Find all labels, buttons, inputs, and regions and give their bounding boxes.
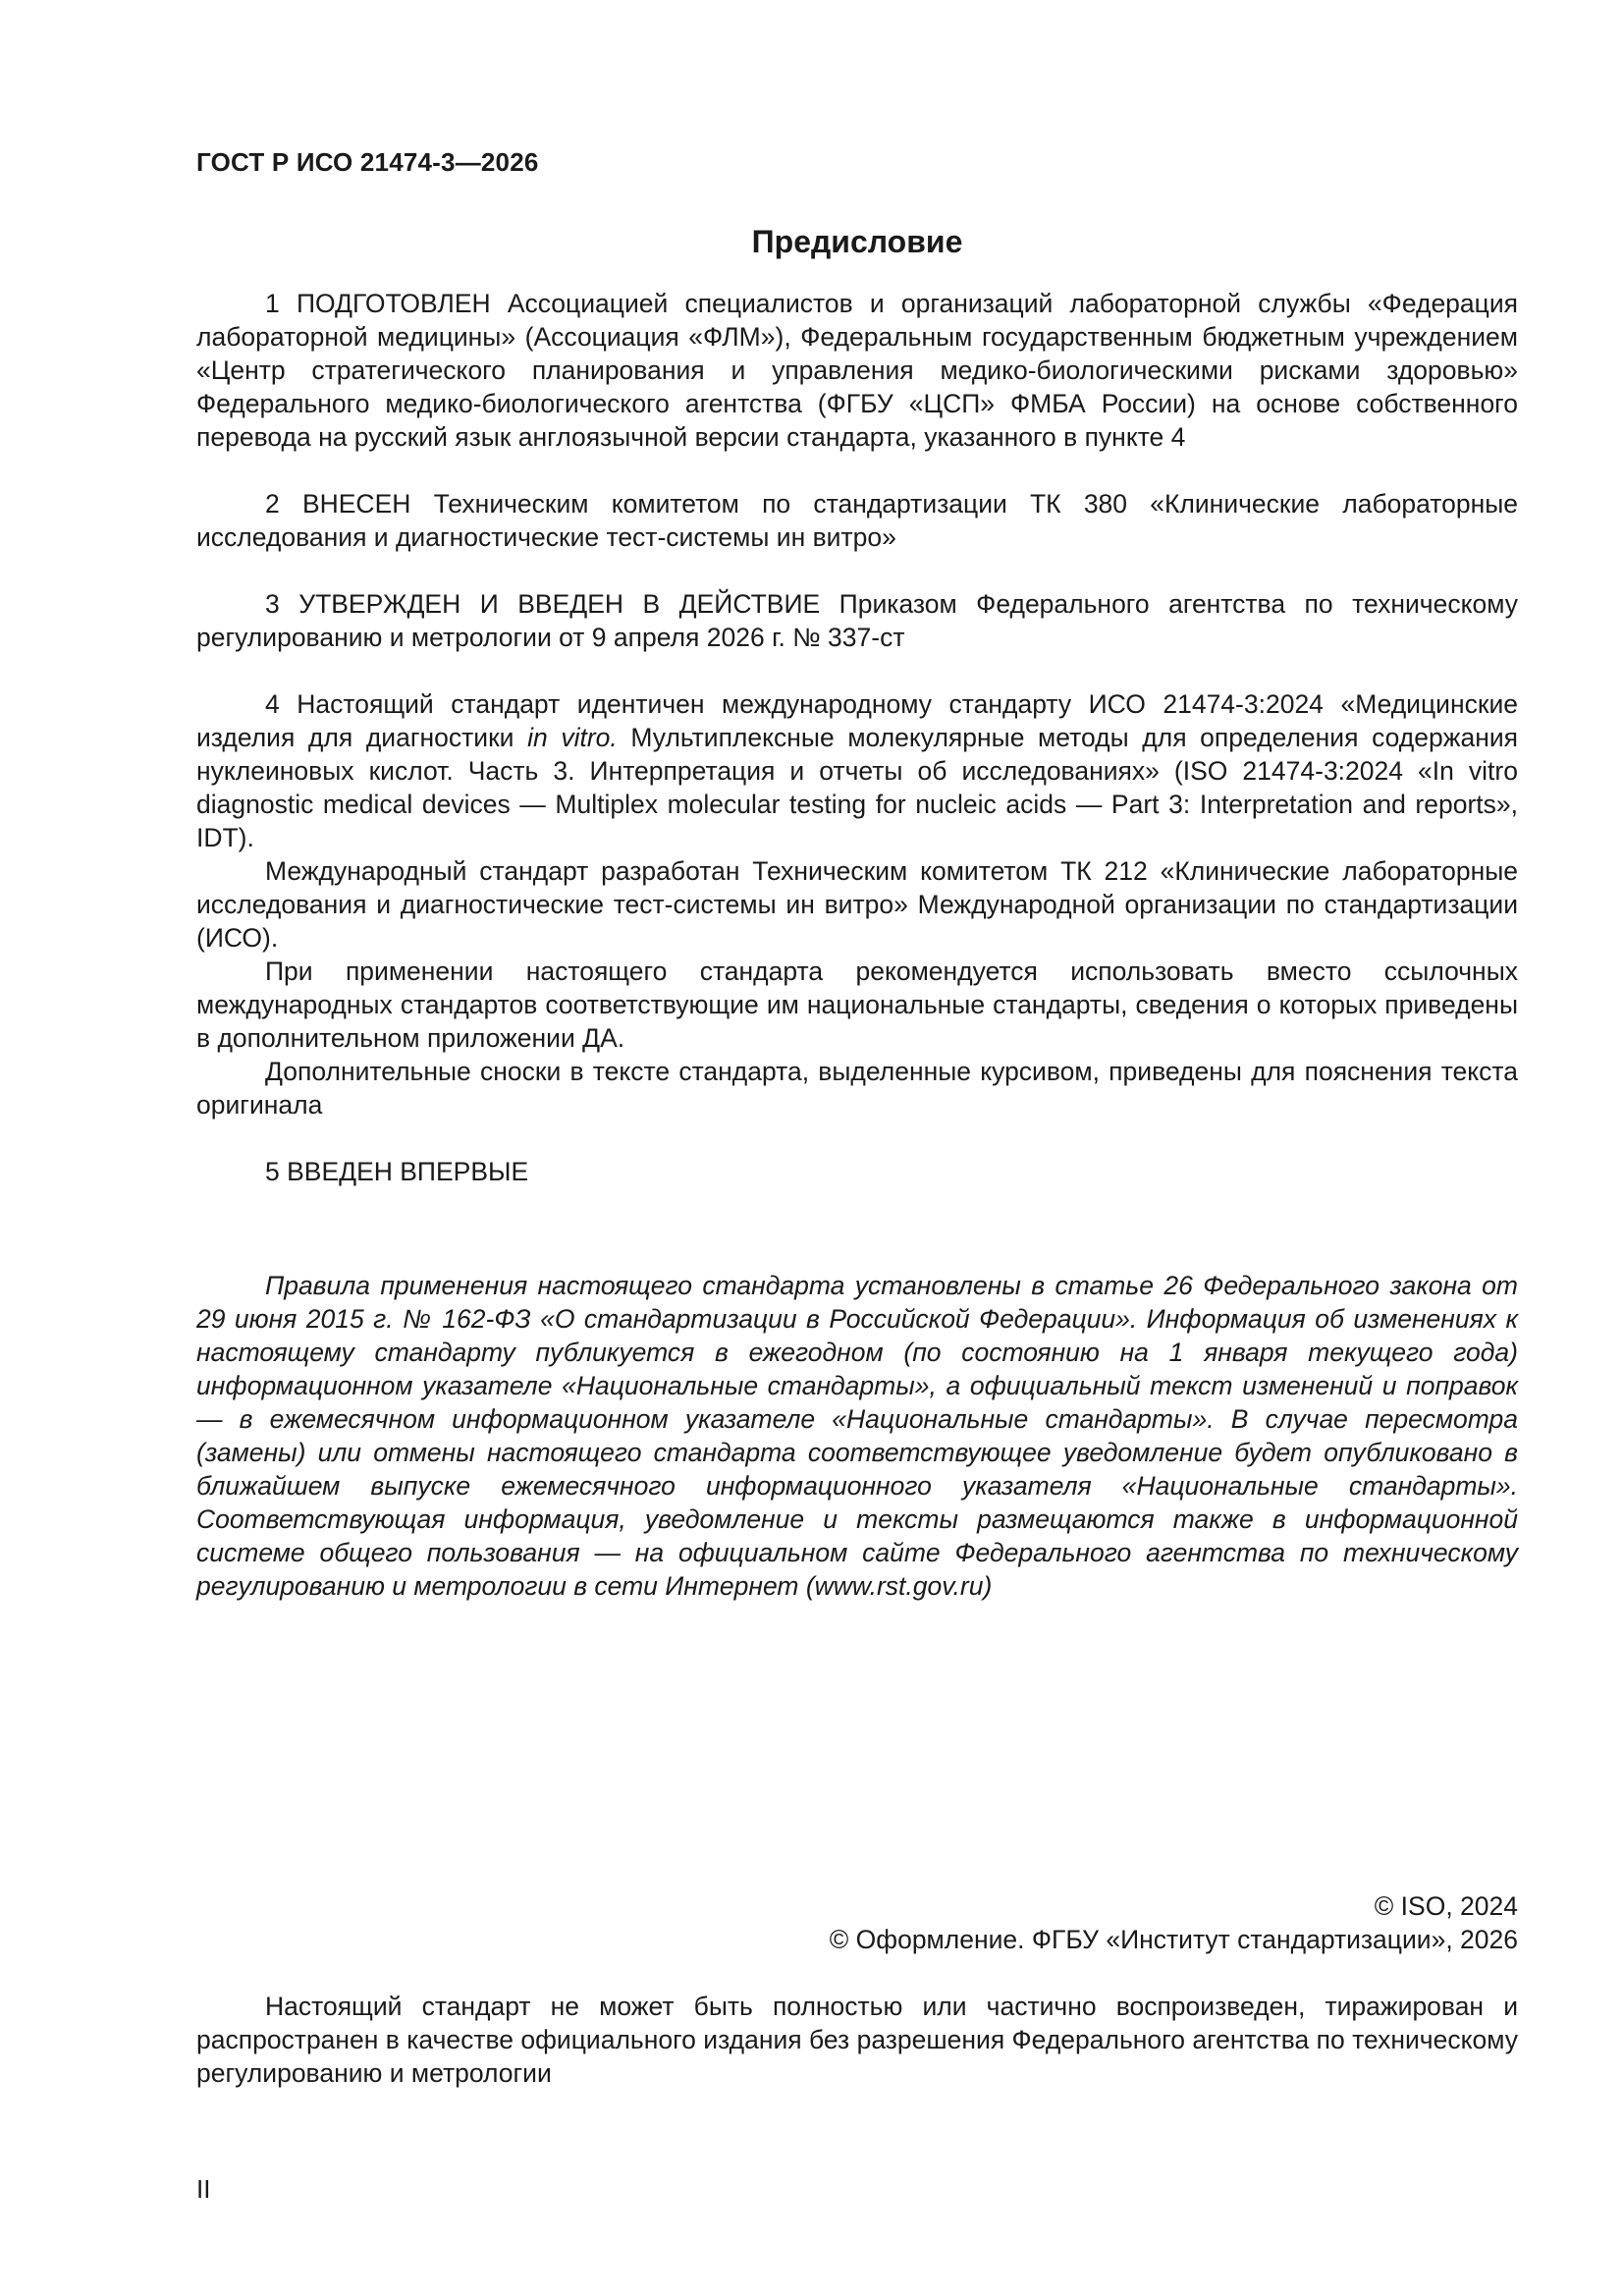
foreword-item-2: 2 ВНЕСЕН Техническим комитетом по стандартизации ТК 380 «Клинические лабораторные исследования и диагностические тест-системы ин витро» — [196, 489, 1518, 552]
foreword-item-5: 5 ВВЕДЕН ВПЕРВЫЕ — [265, 1157, 529, 1186]
copyright-iso: © ISO, 2024 — [1374, 1891, 1518, 1921]
document-page — [196, 0, 1518, 2296]
standard-code: ГОСТ Р ИСО 21474-3—2026 — [196, 147, 539, 177]
reproduction-notice: Настоящий стандарт не может быть полностью или частично воспроизведен, тиражирован и распространен в качестве официального издания без разрешения Федерального агентства по техническому регулированию и метрологии — [196, 1992, 1518, 2088]
item4-text-part1: 4 Настоящий стандарт идентичен международному стандарту ИСО 21474-3:2024 «Медицинские изделия для диагностики — [196, 689, 1518, 752]
foreword-item-3: 3 УТВЕРЖДЕН И ВВЕДЕН В ДЕЙСТВИЕ Приказом Федерального агентства по техническому регулированию и метрологии от 9 апреля 2026 г. № 337-ст — [196, 589, 1518, 652]
page-number: II — [196, 2174, 211, 2204]
rules-notice: Правила применения настоящего стандарта установлены в статье 26 Федерального закона от 29 июня 2015 г. № 162-ФЗ «О стандартизации в Российской Федерации». Информация об изменениях к настоящему стандарту публикуется в ежегодном (по состоянию на 1 января текущего года) информационном указателе «Национальные стандарты», а официальный текст изменений и поправок — в ежемесячном информационном указателе «Национальные стандарты». В случае пересмотра (замены) или отмены настоящего стандарта соответствующее уведомление будет опубликовано в ближайшем выпуске ежемесячного информационного указателя «Национальные стандарты». Соответствующая информация, уведомление и тексты размещаются также в информационной системе общего пользования — на официальном сайте Федерального агентства по техническому регулированию и метрологии в сети Интернет (www.rst.gov.ru) — [196, 1271, 1518, 1601]
foreword-item-4 — [196, 687, 1518, 854]
foreword-item-4-developer: Международный стандарт разработан Техническим комитетом ТК 212 «Клинические лабораторные исследования и диагностические тест-системы ин витро» Международной организации по стандартизации (ИСО). — [196, 856, 1518, 953]
item4-text-part2: Мультиплексные молекулярные методы для определения содержания нуклеиновых кислот. Часть 3. Интерпретация и отчеты об исследованиях» (ISO 21474-3:2024 «In vitro diagnostic medical devices — Multiplex molecular testing for nucleic acids — Part 3: Interpretation and reports», IDT). — [196, 723, 1518, 852]
foreword-item-1: 1 ПОДГОТОВЛЕН Ассоциацией специалистов и организаций лабораторной службы «Федерация лабораторной медицины» (Ассоциация «ФЛМ»), Федеральным государственным бюджетным учреждением «Центр стратегического планирования и управления медико-биологическими рисками здоровью» Федерального медико-биологического агентства (ФГБУ «ЦСП» ФМБА России) на основе собственного перевода на русский язык англоязычной версии стандарта, указанного в пункте 4 — [196, 289, 1518, 452]
foreword-title: Предисловие — [751, 224, 963, 259]
item4-italic-term: in vitro. — [527, 723, 618, 752]
foreword-item-4-footnotes: Дополнительные сноски в тексте стандарта, выделенные курсивом, приведены для пояснения текста оригинала — [196, 1057, 1518, 1120]
foreword-item-4-references: При применении настоящего стандарта рекомендуется использовать вместо ссылочных международных стандартов соответствующие им национальные стандарты, сведения о которых приведены в дополнительном приложении ДА. — [196, 957, 1518, 1053]
copyright-design: © Оформление. ФГБУ «Институт стандартизации», 2026 — [829, 1925, 1518, 1954]
